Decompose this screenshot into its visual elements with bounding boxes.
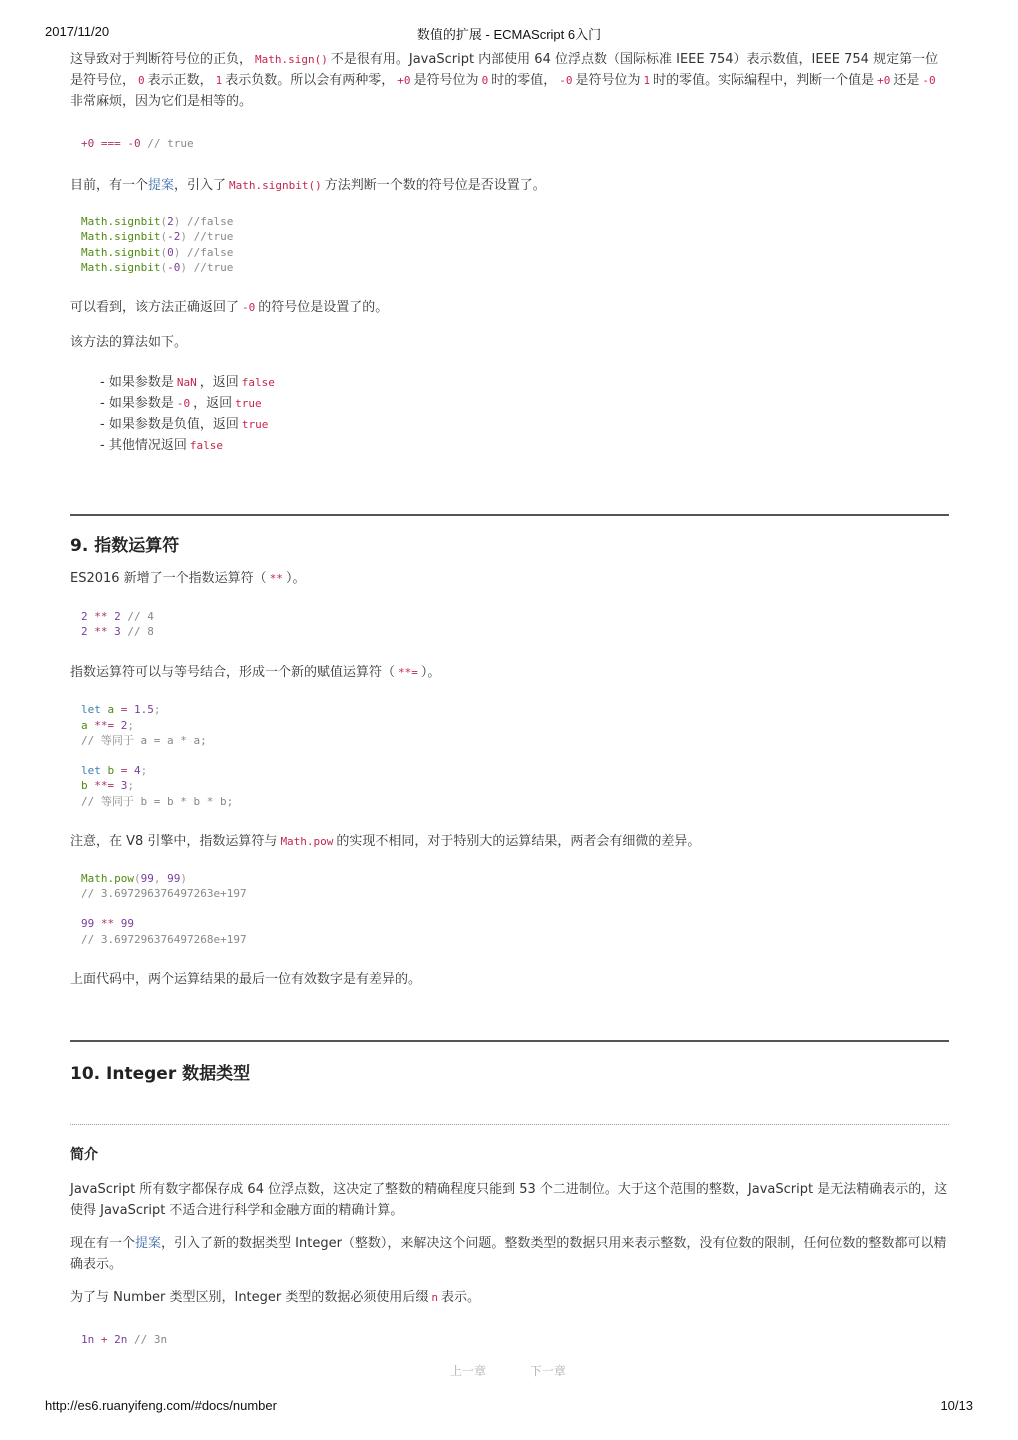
print-date: 2017/11/20 <box>45 24 110 39</box>
prev-chapter-link[interactable]: 上一章 <box>450 1364 487 1378</box>
proposal-link[interactable]: 提案 <box>135 1235 162 1251</box>
list-item: - 如果参数是 NaN ，返回 false <box>100 375 275 391</box>
exponent-intro-paragraph: ES2016 新增了一个指数运算符（ ** ）。 <box>70 571 306 587</box>
list-item: - 如果参数是 -0 ，返回 true <box>100 396 262 412</box>
page-number: 10/13 <box>940 1398 973 1413</box>
chapter-nav <box>450 1362 606 1379</box>
subsection-divider <box>70 1124 949 1125</box>
intro-paragraph: 这导致对于判断符号位的正负， Math.sign() 不是很有用。JavaScript 内部使用 64 位浮点数（国际标准 IEEE 754）表示数值，IEEE 754 规定第一位是符号位， 0 表示正数， 1 表示负数。所以会有两种零， +0 是符号位为 0 时的零值， -0 是符号位为 1 时的零值。实际编程中，判断一个值是 +0 还是 -0非常麻烦，因为它们是相等的。 <box>70 52 939 109</box>
code-block-pow-compare: Math.pow(99, 99) // 3.697296376497263e+197 99 ** 99 // 3.697296376497268e+197 <box>81 871 247 946</box>
integer-suffix-paragraph: 为了与 Number 类型区别，Integer 类型的数据必须使用后缀 n 表示。 <box>70 1289 481 1305</box>
integer-proposal-paragraph: 现在有一个提案，引入了新的数据类型 Integer（整数），来解决这个问题。整数类型的数据只用来表示整数，没有位数的限制，任何位数的整数都可以精确表示。 <box>70 1235 947 1272</box>
code-block-zero-compare: +0 === -0 // true <box>81 137 194 150</box>
section-10-heading: 10. Integer 数据类型 <box>70 1063 251 1084</box>
page-footer <box>45 1398 973 1416</box>
page-url: http://es6.ruanyifeng.com/#docs/number <box>45 1398 277 1413</box>
document-title: 数值的扩展 - ECMAScript 6入门 <box>416 27 602 42</box>
signbit-proposal-paragraph: 目前，有一个提案，引入了 Math.signbit() 方法判断一个数的符号位是否设置了。 <box>70 178 546 194</box>
main-content <box>70 49 949 1347</box>
page-header <box>45 24 973 42</box>
integer-intro-paragraph: JavaScript 所有数字都保存成 64 位浮点数，这决定了整数的精确程度只能到 53 个二进制位。大于这个范围的整数，JavaScript 是无法精确表示的，这使得 JavaScript 不适合进行科学和金融方面的精确计算。 <box>70 1181 948 1218</box>
section-9-heading: 9. 指数运算符 <box>70 536 180 557</box>
code-block-exponent: 2 ** 2 // 4 2 ** 3 // 8 <box>81 610 154 639</box>
code-block-integer: 1n + 2n // 3n <box>81 1332 168 1346</box>
list-item: - 其他情况返回 false <box>100 438 223 454</box>
list-item: - 如果参数是负值，返回 true <box>100 417 269 433</box>
next-chapter-link[interactable]: 下一章 <box>529 1364 566 1378</box>
signbit-note-paragraph: 可以看到，该方法正确返回了 -0 的符号位是设置了的。 <box>70 300 389 316</box>
exponent-assign-paragraph: 指数运算符可以与等号结合，形成一个新的赋值运算符（ **= ）。 <box>70 665 441 681</box>
subsection-intro-heading: 简介 <box>70 1146 98 1163</box>
code-block-signbit: Math.signbit(2) //false Math.signbit(-2) //true Math.signbit(0) //false Math.signbit(-0) //true <box>81 215 234 274</box>
pow-diff-paragraph: 上面代码中，两个运算结果的最后一位有效数字是有差异的。 <box>70 971 422 987</box>
algorithm-list <box>70 372 949 456</box>
section-divider <box>70 514 949 516</box>
section-divider <box>70 1040 949 1042</box>
algorithm-intro: 该方法的算法如下。 <box>70 335 188 351</box>
proposal-link[interactable]: 提案 <box>148 178 175 194</box>
code-block-exponent-assign: let a = 1.5; a **= 2; // 等同于 a = a * a; let b = 4; b **= 3; // 等同于 b = b * b * b; <box>81 703 234 808</box>
v8-note-paragraph: 注意，在 V8 引擎中，指数运算符与 Math.pow 的实现不相同，对于特别大的运算结果，两者会有细微的差异。 <box>70 833 701 849</box>
